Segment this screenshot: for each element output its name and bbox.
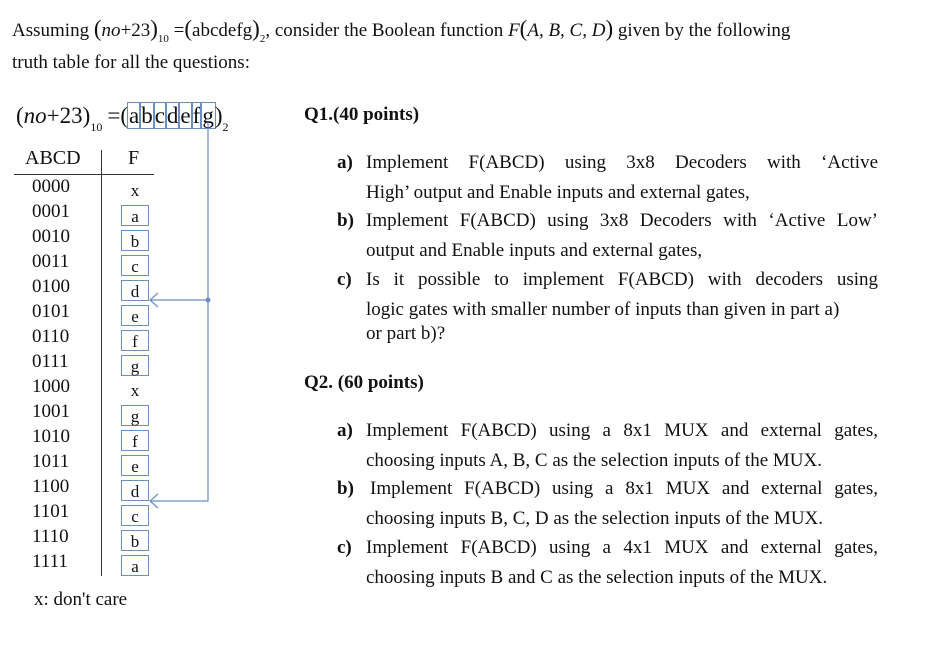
table-equation: $(no+23)_{10}$ $=(abcdefg)_2$ (16, 103, 229, 134)
q2-title: Q2. (60 points) (304, 372, 424, 393)
q1-a-line1: Implement F(ABCD) using 3x8 Decoders with ‘Active (366, 152, 878, 173)
row-abcd-14: 1110 (32, 526, 69, 547)
q2-b-label: b) (337, 478, 354, 499)
equation-digits: abcdefg (128, 103, 214, 128)
intro-plus: +23 (120, 20, 151, 41)
intro-eq: = (173, 20, 185, 41)
q1-title: Q1.(40 points) (304, 104, 420, 125)
q2-c-line2: choosing inputs B and C as the selection inputs of the MUX. (366, 567, 828, 588)
row-f-9: g (121, 405, 149, 426)
q1-c-line1: Is it possible to implement F(ABCD) with decoders using (366, 269, 878, 290)
row-abcd-13: 1101 (32, 501, 70, 522)
row-abcd-15: 1111 (32, 551, 68, 572)
header-f: F (128, 147, 140, 169)
q2-b-line2: choosing inputs B, C, D as the selection inputs of the MUX. (366, 508, 824, 529)
row-f-14: b (121, 530, 149, 551)
q1-b-label: b) (337, 210, 354, 231)
q2-a-label: a) (337, 420, 353, 441)
row-abcd-5: 0101 (32, 301, 70, 322)
row-abcd-9: 1001 (32, 401, 70, 422)
row-f-3: c (121, 255, 149, 276)
intro-func: F (508, 20, 520, 41)
row-f-8: x (130, 381, 140, 400)
row-f-6: f (121, 330, 149, 351)
junction-dot (206, 298, 211, 303)
q1-a-line2: High’ output and Enable inputs and external gates, (366, 182, 750, 203)
row-f-1: a (121, 205, 149, 226)
intro-line-1: Assuming $(no+23)_{10}$ $=(abcdefg)_2$, consider the Boolean function F(A, B, C, D) given by the following (12, 16, 791, 45)
row-f-5: e (121, 305, 149, 326)
connector-d-lower (150, 122, 208, 501)
q1-b-line2: output and Enable inputs and external gates, (366, 240, 703, 261)
row-f-7: g (121, 355, 149, 376)
row-f-2: b (121, 230, 149, 251)
row-f-12: d (121, 480, 149, 501)
intro-var: no (101, 20, 121, 41)
row-abcd-10: 1010 (32, 426, 70, 447)
q2-a-line1: Implement F(ABCD) using a 8x1 MUX and external gates, (366, 420, 878, 441)
intro-post: , consider the Boolean function (265, 20, 504, 41)
row-f-13: c (121, 505, 149, 526)
q2-a-line2: choosing inputs A, B, C as the selection inputs of the MUX. (366, 450, 822, 471)
intro-end: given by the following (617, 20, 791, 41)
q2-c-label: c) (337, 537, 352, 558)
row-abcd-6: 0110 (32, 326, 70, 347)
q1-c-line3: or part b)? (366, 323, 446, 344)
q2-b-line1: Implement F(ABCD) using a 8x1 MUX and external gates, (370, 478, 878, 499)
q1-c-label: c) (337, 269, 352, 290)
row-abcd-8: 1000 (32, 376, 70, 397)
row-abcd-11: 1011 (32, 451, 70, 472)
q1-b-line1: Implement F(ABCD) using 3x8 Decoders with ‘Active Low’ (366, 210, 878, 231)
intro-args: A, B, C, D (527, 20, 606, 41)
row-f-15: a (121, 555, 149, 576)
intro-base2: 2 (259, 33, 266, 45)
row-f-0: x (130, 181, 140, 200)
row-abcd-1: 0001 (32, 201, 70, 222)
intro-digits: abcdefg (192, 20, 253, 41)
header-abcd: ABCD (25, 147, 81, 169)
dont-care-note: x: don't care (34, 589, 128, 610)
q1-c-line2: logic gates with smaller number of inputs than given in part a) (366, 299, 840, 320)
intro-assuming: Assuming (12, 20, 90, 41)
row-f-10: f (121, 430, 149, 451)
row-abcd-12: 1100 (32, 476, 70, 497)
row-abcd-2: 0010 (32, 226, 70, 247)
row-abcd-3: 0011 (32, 251, 70, 272)
row-abcd-7: 0111 (32, 351, 69, 372)
q1-a-label: a) (337, 152, 353, 173)
row-f-11: e (121, 455, 149, 476)
row-abcd-4: 0100 (32, 276, 70, 297)
intro-line-2: truth table for all the questions: (12, 52, 250, 73)
row-f-4: d (121, 280, 149, 301)
q2-c-line1: Implement F(ABCD) using a 4x1 MUX and external gates, (366, 537, 878, 558)
row-abcd-0: 0000 (32, 176, 70, 197)
intro-base10: 10 (157, 33, 169, 45)
